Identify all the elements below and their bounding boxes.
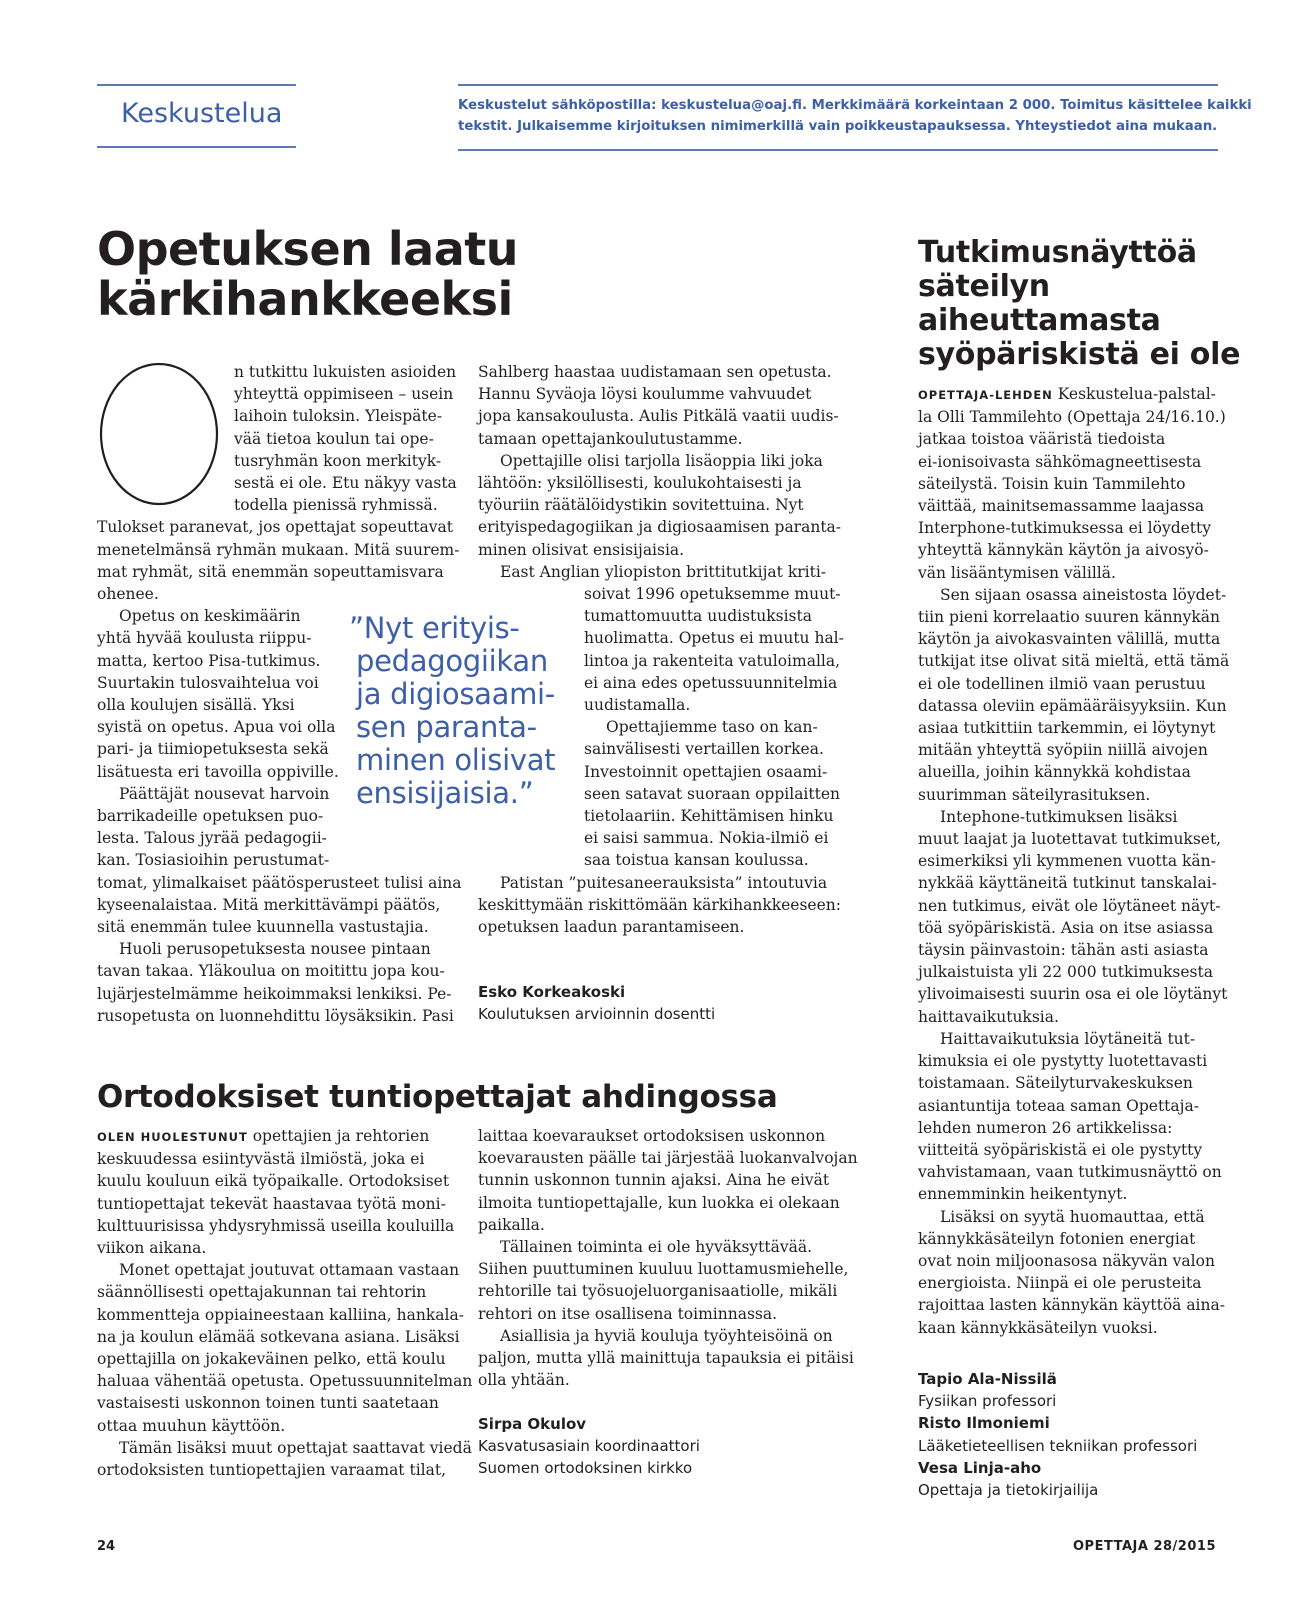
author-name: Sirpa Okulov: [478, 1415, 587, 1433]
body-line: tavan takaa. Yläkoulua on moitittu jopa kou-: [97, 962, 445, 981]
body-line: lujärjestelmämme heikoimmaksi lenkiksi. Pe-: [97, 984, 452, 1003]
article1-col2: [478, 361, 841, 583]
body-line: rehtori on itse osallisena toiminnassa.: [478, 1304, 778, 1323]
body-line: rehtorille tai työsuojeluorganisaatiolle, mikäli: [478, 1282, 838, 1301]
body-line: na ja koulun elämää sotkevana asiana. Lisäksi: [97, 1327, 460, 1346]
body-line: opettajilla on jokakeväinen pelko, että koulu: [97, 1350, 446, 1369]
article3-kicker: OPETTAJA-LEHDEN: [918, 388, 1053, 402]
header-rule-left-bottom: [97, 146, 296, 148]
pull-quote-line: ”Nyt erityis-: [349, 611, 520, 645]
signer-role: Fysiikan professori: [918, 1392, 1057, 1411]
body-line: lähtöön: yksilöllisesti, koulukohtaisesti ja: [478, 474, 802, 493]
body-line: toistamaan. Säteilyturvakeskuksen: [918, 1074, 1193, 1093]
body-line: Lisäksi on syytä huomauttaa, että: [940, 1207, 1205, 1226]
body-line: rajoittaa lasten kännykän käyttöä aina-: [918, 1296, 1225, 1315]
body-line: keskittymään riskittömään kärkihankkeeseen:: [478, 896, 841, 914]
body-line: Interphone-tutkimuksessa ei löydetty: [918, 519, 1212, 538]
body-line: Haittavaikutuksia löytäneitä tut-: [940, 1029, 1196, 1048]
body-line: tomat, ylimalkaiset päätösperusteet tulisi aina: [97, 873, 462, 892]
article2-col1: [97, 1125, 472, 1481]
article2-col2: [478, 1125, 858, 1391]
body-line: Tämän lisäksi muut opettajat saattavat viedä: [119, 1438, 472, 1457]
dropcap-letter: O: [97, 361, 98, 362]
body-line: vää tietoa koulun tai ope-: [234, 429, 434, 448]
body-line: todella pienissä ryhmissä.: [234, 496, 438, 515]
body-line: matta, kertoo Pisa-tutkimus.: [97, 651, 321, 670]
body-line: Sen sijaan osassa aineistosta löydet-: [940, 585, 1227, 604]
body-line: asiaa tutkittiin tarkemmin, ei löytynyt: [918, 719, 1216, 738]
kicker-tail: opettajien ja rehtorien: [247, 1127, 430, 1145]
pull-quote-line: sen paranta-: [356, 710, 537, 744]
article3-title-line: syöpäriskistä ei ole: [918, 337, 1241, 372]
body-line: vän lisääntymisen välillä.: [918, 563, 1116, 582]
article2-kicker: OLEN HUOLESTUNUT: [97, 1130, 248, 1144]
article1-title-line: kärkihankkeeksi: [97, 272, 513, 326]
body-line: Opettajille olisi tarjolla lisäoppia liki joka: [500, 451, 823, 470]
dropcap-o: [97, 361, 221, 507]
header-rule-left-top: [97, 84, 296, 86]
body-line: kaan kännykkäsäteilyn vuoksi.: [918, 1318, 1158, 1337]
body-line: täysin päinvastoin: tähän asti asiasta: [918, 941, 1209, 960]
issue-label: OPETTAJA 28/2015: [1073, 1539, 1216, 1554]
pull-quote-line: ja digiosaami-: [356, 677, 555, 711]
body-line: la Olli Tammilehto (Opettaja 24/16.10.): [918, 408, 1226, 427]
body-line: tuntiopettajat tekevät haastavaa työtä moni-: [97, 1194, 446, 1213]
body-line: lintoa ja rakenteita vatuloimalla,: [584, 651, 841, 670]
body-line: mat ryhmät, sitä enemmän sopeuttamisvara: [97, 562, 444, 581]
body-line: viitteitä syöpäriskistä ei ole pystytty: [918, 1140, 1203, 1159]
body-line: käytön ja aivokasvainten välillä, mutta: [918, 630, 1221, 649]
body-line: opetuksen laadun parantamiseen.: [478, 918, 745, 937]
body-line: sainvälisesti vertaillen korkea.: [584, 740, 824, 759]
body-line: Asiallisia ja hyviä kouluja työyhteisöinä on: [500, 1326, 833, 1345]
article3-title-line: Tutkimusnäyttöä: [918, 235, 1197, 270]
article3-body: [918, 383, 1229, 1339]
body-line: haluaa vähentää opetusta. Opetussuunnitelman: [97, 1372, 473, 1391]
body-line: menetelmänsä ryhmän mukaan. Mitä suurem-: [97, 540, 460, 559]
body-line: kommentteja oppiaineestaan kalliina, hankala-: [97, 1305, 464, 1324]
body-line: ilmoita tuntiopettajalle, kun luokka ei olekaan: [478, 1193, 840, 1212]
body-line: ei ole todellinen ilmiö vaan perustuu: [918, 674, 1206, 693]
body-line: Tällainen toiminta ei ole hyväksyttävää.: [500, 1238, 813, 1257]
body-line: väittää, mainitsemassamme laajassa: [918, 497, 1205, 516]
body-line: saa toistua kansan koulussa.: [584, 851, 809, 870]
signer-name: Risto Ilmoniemi: [918, 1414, 1050, 1433]
body-line: viikon aikana.: [97, 1239, 207, 1258]
article1-col2-wrap: [584, 583, 844, 872]
body-line: Opettajiemme taso on kan-: [606, 718, 818, 737]
body-line: paljon, mutta yllä mainittuja tapauksia ei pitäisi: [478, 1349, 854, 1368]
body-line: Hannu Syväoja löysi koulumme vahvuudet: [478, 385, 812, 404]
body-line: Siihen puuttuminen kuuluu luottamusmiehelle,: [478, 1260, 849, 1279]
body-line: muut laajat ja luotettavat tutkimukset,: [918, 830, 1222, 849]
body-line: tietolaariin. Kehittämisen hinku: [584, 807, 834, 826]
body-line: Investoinnit opettajien osaami-: [584, 762, 828, 781]
body-line: Huoli perusopetuksesta nousee pintaan: [119, 940, 431, 959]
body-line: huolimatta. Opetus ei muutu hal-: [584, 629, 844, 648]
body-line: suurimman säteilyrasituksen.: [918, 785, 1151, 804]
header-rule-right-bottom: [458, 149, 1218, 151]
article1-signature: [478, 981, 715, 1025]
pull-quote: [349, 612, 555, 810]
kicker-tail: Keskustelua-palstal-: [1052, 385, 1216, 403]
body-line: tunnin uskonnon tunnin ajaksi. Aina he eivät: [478, 1171, 830, 1190]
body-line: yhteyttä oppimiseen – usein: [234, 385, 454, 404]
notice-line: Keskustelut sähköpostilla: keskustelua@oaj.fi. Merkkimäärä korkeintaan 2 000. Toimitus käsittelee kaikki: [458, 98, 1252, 113]
body-line: säteilystä. Toisin kuin Tammilehto: [918, 474, 1186, 493]
body-line: keskuudessa esiintyvästä ilmiöstä, joka ei: [97, 1150, 425, 1169]
body-line: Sahlberg haastaa uudistamaan sen opetusta.: [478, 363, 832, 381]
body-line: ohenee.: [97, 585, 159, 603]
section-label: Keskustelua: [121, 98, 283, 129]
body-line: nykkää käyttäneitä tutkinut tanskalai-: [918, 874, 1217, 893]
body-line: tumattomuutta uudistuksista: [584, 607, 812, 626]
body-line: vahvistamaan, vaan tutkimusnäyttö on: [918, 1163, 1222, 1182]
body-line: mitään yhteyttä syöpiin niillä aivojen: [918, 741, 1208, 760]
body-line: ennemminkin heikentynyt.: [918, 1185, 1128, 1204]
body-line: laittaa koevaraukset ortodoksisen uskonnon: [478, 1127, 826, 1145]
body-line: tusryhmän koon merkityk-: [234, 451, 442, 470]
body-line: soivat 1996 opetuksemme muut-: [584, 585, 841, 603]
article1-title-line: Opetuksen laatu: [97, 222, 518, 276]
pull-quote-line: minen olisivat: [356, 743, 556, 777]
body-line: ei aina edes opetussuunnitelmia: [584, 673, 838, 692]
body-line: rusopetusta on luonnehdittu löysäksikin. Pasi: [97, 1006, 454, 1025]
article2-signature: [478, 1413, 700, 1480]
pull-quote-line: pedagogiikan: [356, 644, 548, 678]
body-line: lisätuesta eri tavoilla oppiville.: [97, 762, 339, 781]
author-name: Esko Korkeakoski: [478, 983, 626, 1001]
article1-col2-end: [478, 872, 841, 939]
body-line: tiin pieni korrelaatio suuren kännykän: [918, 608, 1220, 627]
body-line: Intephone-tutkimuksen lisäksi: [940, 807, 1178, 826]
body-line: haittavaikutuksia.: [918, 1007, 1059, 1026]
body-line: tutkijat itse olivat sitä mieltä, että tämä: [918, 652, 1230, 671]
body-line: kännykkäsäteilyn fotonien energiat: [918, 1229, 1196, 1248]
article3-title-line: säteilyn: [918, 269, 1050, 304]
body-line: n tutkittu lukuisten asioiden: [234, 363, 457, 381]
body-line: Suurtakin tulosvaihtelua voi: [97, 673, 319, 692]
article3-title-line: aiheuttamasta: [918, 303, 1161, 338]
body-line: laihoin tuloksin. Yleispäte-: [234, 407, 443, 426]
body-line: Päättäjät nousevat harvoin: [119, 784, 330, 803]
body-line: esimerkiksi yli kymmenen vuotta kän-: [918, 852, 1216, 871]
body-line: [97, 1125, 472, 1148]
body-line: Monet opettajat joutuvat ottamaan vastaan: [119, 1261, 460, 1280]
body-line: ottaa muuhun käyttöön.: [97, 1416, 286, 1435]
submission-notice: [458, 96, 1252, 137]
signer-role: Lääketieteellisen tekniikan professori: [918, 1436, 1198, 1455]
article2-title-text: Ortodoksiset tuntiopettajat ahdingossa: [97, 1079, 778, 1115]
body-line: koevarausten päälle tai järjestää luokanvalvojan: [478, 1149, 858, 1168]
body-line: jopa kansakoulusta. Aulis Pitkälä vaatii uudis-: [478, 407, 839, 426]
body-line: lesta. Talous jyrää pedagogii-: [97, 829, 327, 848]
article3-signatures: [918, 1368, 1197, 1501]
body-line: yhtä hyvää koulusta riippu-: [97, 629, 312, 648]
body-line: seen satavat suoraan oppilaitten: [584, 784, 840, 803]
body-line: kuulu kouluun eikä työpaikalle. Ortodoksiset: [97, 1172, 450, 1191]
body-line: kan. Tosiasioihin perustumat-: [97, 851, 330, 870]
body-line: Tulokset paranevat, jos opettajat sopeuttavat: [97, 518, 453, 537]
body-line: olla yhtään.: [478, 1371, 570, 1390]
body-line: East Anglian yliopiston brittitutkijat kriti-: [500, 562, 827, 581]
body-line: pari- ja tiimiopetuksesta sekä: [97, 740, 329, 759]
body-line: ylivoimaisesti suurin osa ei ole löytänyt: [918, 985, 1228, 1004]
body-line: ei-ionisoivasta sähkömagneettisesta: [918, 452, 1202, 471]
body-line: kimuksia ei ole pystytty luotettavasti: [918, 1052, 1208, 1071]
signer-name: Vesa Linja-aho: [918, 1458, 1042, 1477]
body-line: jatkaa toistoa vääristä tiedoista: [918, 430, 1166, 449]
page-number: 24: [97, 1539, 116, 1554]
body-line: barrikadeille opetuksen puo-: [97, 807, 324, 826]
body-line: uudistamalla.: [584, 696, 691, 715]
body-line: työuriin räätälöidystikin sovitettuina. Nyt: [478, 496, 804, 515]
body-line: tamaan opettajankoulutustamme.: [478, 429, 743, 448]
body-line: Patistan ”puitesaneerauksista” intoutuvia: [500, 873, 828, 892]
article1-title: [97, 224, 517, 324]
body-line: lehden numeron 26 artikkelissa:: [918, 1118, 1173, 1137]
body-line: säännöllisesti opettajakunnan tai rehtorin: [97, 1283, 427, 1302]
signer-role: Opettaja ja tietokirjailija: [918, 1481, 1099, 1500]
body-line: kulttuurisissa yhdysryhmissä useilla kouluilla: [97, 1216, 455, 1235]
body-line: sitä enemmän tulee kuunnella vastustajia.: [97, 918, 429, 937]
article2-title: [97, 1080, 777, 1114]
body-line: energioista. Niinpä ei ole perusteita: [918, 1274, 1202, 1293]
body-line: vastaisesti uskonnon toinen tunti saatetaan: [97, 1394, 439, 1413]
body-line: minen olisivat ensisijaisia.: [478, 540, 685, 559]
body-line: ei saisi sammua. Nokia-ilmiö ei: [584, 829, 829, 848]
body-line: asiantuntija toteaa saman Opettaja-: [918, 1096, 1199, 1115]
body-line: syistä on opetus. Apua voi olla: [97, 718, 336, 737]
body-line: alueilla, joihin kännykkä kohdistaa: [918, 763, 1191, 782]
body-line: yhteyttä kännykän käytön ja aivosyö-: [918, 541, 1209, 560]
author-role: Koulutuksen arvioinnin dosentti: [478, 1005, 716, 1024]
signer-name: Tapio Ala-Nissilä: [918, 1370, 1057, 1388]
body-line: julkaistuista yli 22 000 tutkimuksesta: [918, 963, 1213, 982]
body-line: töä syöpäriskistä. Asia on itse asiassa: [918, 918, 1214, 937]
body-line: olla koulujen sisällä. Yksi: [97, 696, 295, 715]
notice-line: tekstit. Julkaisemme kirjoituksen nimimerkillä vain poikkeustapauksessa. Yhteystiedot aina mukaan.: [458, 118, 1218, 134]
article3-title: [918, 236, 1240, 372]
body-line: datassa oleviin epämääräisyyksiin. Kun: [918, 696, 1227, 715]
body-line: kyseenalaistaa. Mitä merkittävämpi päätös,: [97, 895, 441, 914]
body-line: sestä ei ole. Etu näkyy vasta: [234, 474, 457, 493]
body-line: ovat noin miljoonasosa näkyvän valon: [918, 1251, 1215, 1270]
author-organization: Suomen ortodoksinen kirkko: [478, 1459, 693, 1478]
body-line: [918, 383, 1229, 406]
header-rule-right-top: [458, 84, 1218, 86]
author-role: Kasvatusasiain koordinaattori: [478, 1437, 700, 1456]
body-line: ortodoksisten tuntiopettajien varaamat tilat,: [97, 1461, 446, 1480]
body-line: Opetus on keskimäärin: [119, 607, 301, 626]
body-line: paikalla.: [478, 1215, 545, 1234]
article1-col1-top: [234, 361, 457, 516]
body-line: nen tutkimus, eivät ole löytäneet näyt-: [918, 896, 1221, 915]
pull-quote-line: ensisijaisia.”: [356, 776, 534, 810]
body-line: erityispedagogiikan ja digiosaamisen paranta-: [478, 518, 842, 537]
